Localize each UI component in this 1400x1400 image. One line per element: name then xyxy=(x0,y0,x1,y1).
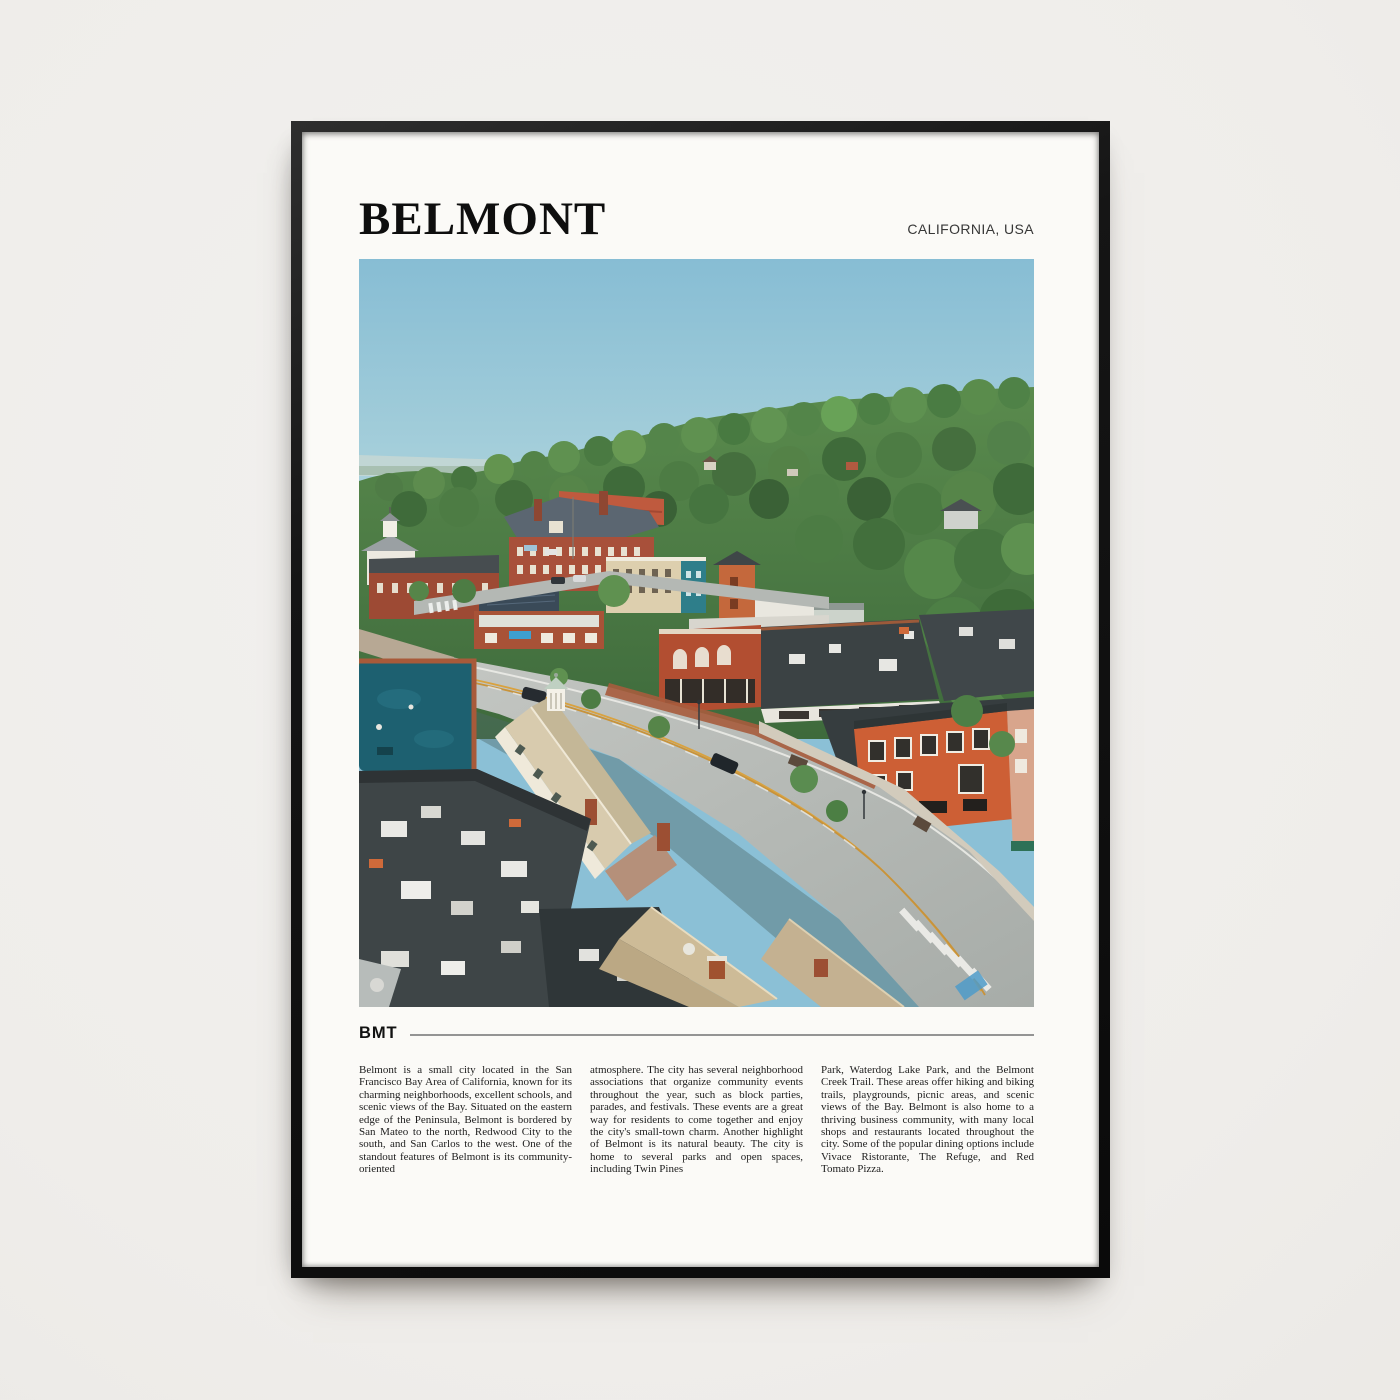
picture-frame xyxy=(291,121,1110,1278)
body-column-3: Park, Waterdog Lake Park, and the Belmont Creek Trail. These areas offer hiking and biking trails, playgrounds, picnic areas, and scenic views of the Bay. Belmont is also home to a thriving business community, with many local shops and restaurants located throughout the city. Some of the popular dining options include Vivace Ristorante, The Refuge, and Red Tomato Pizza. xyxy=(821,1064,1034,1176)
poster-abbreviation: BMT xyxy=(359,1024,398,1042)
poster-title: BELMONT xyxy=(359,193,607,245)
body-column-1: Belmont is a small city located in the San Francisco Bay Area of California, known for its charming neighborhoods, excellent schools, and scenic views of the Bay. Situated on the eastern edge of the Peninsula, Belmont is bordered by San Mateo to the north, Redwood City to the south, and San Carlos to the west. One of the standout features of Belmont is its community-oriented xyxy=(359,1064,572,1176)
poster-subheader xyxy=(359,1024,1034,1043)
body-column-2: atmosphere. The city has several neighborhood associations that organize community events throughout the year, such as block parties, parades, and festivals. These events are a great way for residents to come together and enjoy the city's small-town charm. Another highlight of Belmont is its natural beauty. The city is home to several parks and open spaces, including Twin Pines xyxy=(590,1064,803,1176)
divider-line xyxy=(410,1034,1034,1036)
poster xyxy=(302,132,1099,1267)
poster-header xyxy=(359,193,1034,245)
poster-body xyxy=(359,1064,1034,1176)
poster-location: CALIFORNIA, USA xyxy=(907,221,1034,237)
poster-photo xyxy=(359,259,1034,1007)
photo-illustration xyxy=(359,259,1034,1007)
